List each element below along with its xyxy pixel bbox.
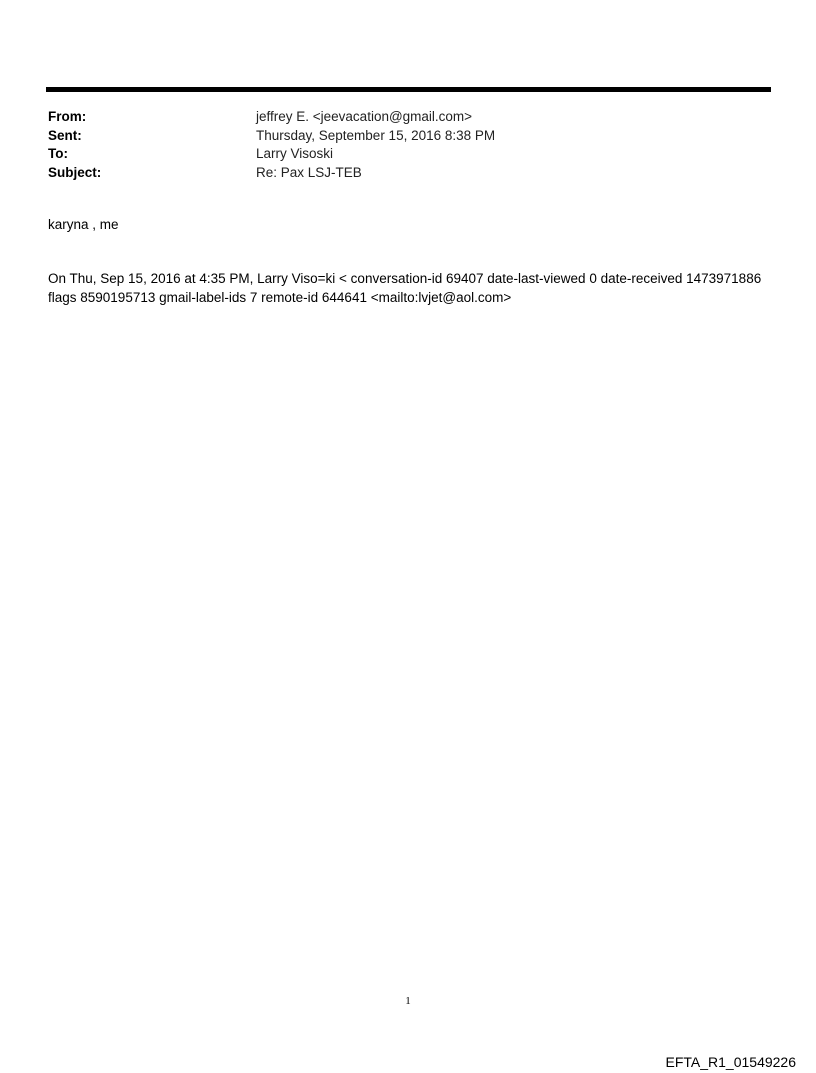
quoted-reply-line-2: flags 8590195713 gmail-label-ids 7 remote-id 644641 <mailto:lvjet@aol.com>	[48, 290, 512, 305]
header-divider	[46, 87, 771, 92]
quoted-reply-line-1: On Thu, Sep 15, 2016 at 4:35 PM, Larry Viso=ki < conversation-id 69407 date-last-viewed 0 date-received 1473971886	[48, 271, 762, 286]
from-label: From:	[48, 109, 87, 124]
email-greeting: karyna , me	[48, 217, 119, 232]
document-id: EFTA_R1_01549226	[665, 1054, 796, 1070]
header-row-to	[48, 145, 768, 164]
subject-label: Subject:	[48, 164, 102, 180]
to-label: To:	[48, 146, 68, 161]
from-value: jeffrey E. <jeevacation@gmail.com>	[256, 109, 473, 124]
header-row-from	[48, 108, 768, 127]
quoted-reply	[48, 269, 768, 307]
page-number: 1	[405, 995, 411, 1007]
sent-label: Sent:	[48, 127, 82, 143]
subject-value: Re: Pax LSJ-TEB	[256, 164, 362, 180]
sent-value: Thursday, September 15, 2016 8:38 PM	[256, 127, 496, 143]
header-row-subject	[48, 164, 768, 183]
to-value: Larry Visoski	[256, 146, 334, 161]
header-row-sent	[48, 127, 768, 146]
email-header	[48, 108, 768, 182]
